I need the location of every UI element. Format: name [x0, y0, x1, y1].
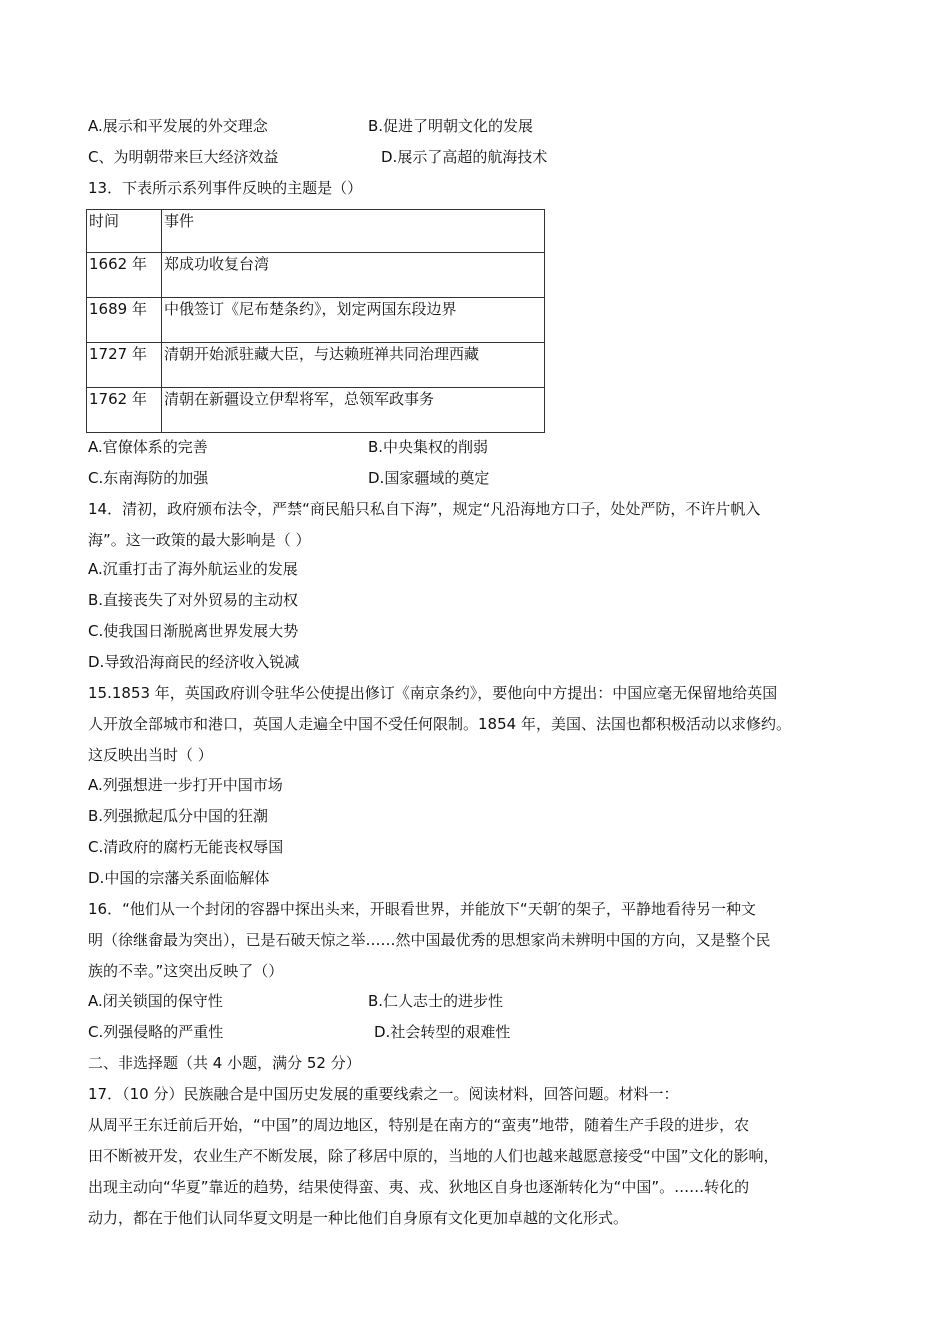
table-header-cell: 时间 — [87, 210, 162, 253]
table-row — [87, 343, 545, 388]
q13-option-d: D.国家疆域的奠定 — [368, 469, 490, 487]
q16-stem-line: 族的不幸。”这突出反映了（） — [88, 962, 284, 980]
q15-option-d: D.中国的宗藩关系面临解体 — [88, 869, 270, 887]
q16-stem-line: 明（徐继畲最为突出），已是石破天惊之举……然中国最优秀的思想家尚未辨明中国的方向，又是整个民 — [88, 931, 771, 949]
table-cell-year: 1662 年 — [87, 253, 162, 298]
q15-stem-line: 这反映出当时（ ） — [88, 746, 213, 764]
table-row — [87, 253, 545, 298]
q15-option-c: C.清政府的腐朽无能丧权辱国 — [88, 838, 284, 856]
table-cell-year: 1762 年 — [87, 388, 162, 433]
q16-option-d: D.社会转型的艰难性 — [374, 1023, 511, 1041]
q16-stem — [88, 894, 878, 987]
table-row — [87, 388, 545, 433]
q12-option-a: A.展示和平发展的外交理念 — [88, 117, 268, 135]
q13-stem: 13．下表所示系列事件反映的主题是（） — [88, 179, 363, 197]
table-cell-event: 清朝在新疆设立伊犁将军，总领军政事务 — [162, 388, 545, 433]
section-title: 二、非选择题（共 4 小题，满分 52 分） — [88, 1054, 361, 1072]
q16-stem-line: 16．“他们从一个封闭的容器中探出头来，开眼看世界，并能放下“天朝′的架子，平静地看待另一种文 — [88, 900, 757, 918]
table-header-row — [87, 210, 545, 253]
q15-stem — [88, 678, 878, 771]
q17-material-line: 田不断被开发，农业生产不断发展，除了移居中原的，当地的人们也越来越愿意接受“中国”文化的影响， — [88, 1147, 779, 1165]
table-cell-event: 中俄签订《尼布楚条约》，划定两国东段边界 — [162, 298, 545, 343]
q14-option-d: D.导致沿海商民的经济收入锐减 — [88, 653, 300, 671]
q16-option-b: B.仁人志士的进步性 — [368, 992, 504, 1010]
q14-option-b: B.直接丧失了对外贸易的主动权 — [88, 591, 299, 609]
q12-option-d: D.展示了高超的航海技术 — [381, 148, 548, 166]
q17-material — [88, 1110, 878, 1234]
q14-stem — [88, 494, 878, 556]
q16-option-a: A.闭关锁国的保守性 — [88, 992, 223, 1010]
q15-stem-line: 15.1853 年，英国政府训令驻华公使提出修订《南京条约》，要他向中方提出：中国应毫无保留地给英国 — [88, 684, 778, 702]
table-cell-event: 郑成功收复台湾 — [162, 253, 545, 298]
q14-option-a: A.沉重打击了海外航运业的发展 — [88, 560, 298, 578]
table-row — [87, 298, 545, 343]
q14-option-c: C.使我国日渐脱离世界发展大势 — [88, 622, 299, 640]
q13-option-b: B.中央集权的削弱 — [368, 438, 489, 456]
q17-material-line: 从周平王东迁前后开始，“中国”的周边地区，特别是在南方的“蛮夷”地带，随着生产手段的进步，农 — [88, 1116, 750, 1134]
q12-option-b: B.促进了明朝文化的发展 — [368, 117, 534, 135]
table-header-cell: 事件 — [162, 210, 545, 253]
q15-option-a: A.列强想进一步打开中国市场 — [88, 776, 283, 794]
q17-stem: 17．（10 分）民族融合是中国历史发展的重要线索之一。阅读材料，回答问题。材料一： — [88, 1085, 679, 1103]
q13-option-a: A.官僚体系的完善 — [88, 438, 208, 456]
q15-option-b: B.列强掀起瓜分中国的狂潮 — [88, 807, 269, 825]
table-cell-year: 1689 年 — [87, 298, 162, 343]
table-cell-year: 1727 年 — [87, 343, 162, 388]
q15-stem-line: 人开放全部城市和港口，英国人走遍全中国不受任何限制。1854 年，美国、法国也都积极活动以求修约。 — [88, 715, 791, 733]
q13-option-c: C.东南海防的加强 — [88, 469, 209, 487]
table-cell-event: 清朝开始派驻藏大臣，与达赖班禅共同治理西藏 — [162, 343, 545, 388]
q12-option-c: C、为明朝带来巨大经济效益 — [88, 148, 279, 166]
q13-events-table — [86, 209, 545, 433]
q17-material-line: 动力，都在于他们认同华夏文明是一种比他们自身原有文化更加卓越的文化形式。 — [88, 1209, 629, 1227]
q14-stem-line: 14．清初，政府颁布法令，严禁“商民船只私自下海”，规定“凡沿海地方口子，处处严防，不许片帆入 — [88, 500, 761, 518]
q16-option-c: C.列强侵略的严重性 — [88, 1023, 224, 1041]
q14-stem-line: 海”。这一政策的最大影响是（ ） — [88, 531, 311, 549]
q17-material-line: 出现主动向“华夏”靠近的趋势，结果使得蛮、夷、戎、狄地区自身也逐渐转化为“中国”。……转化的 — [88, 1178, 750, 1196]
